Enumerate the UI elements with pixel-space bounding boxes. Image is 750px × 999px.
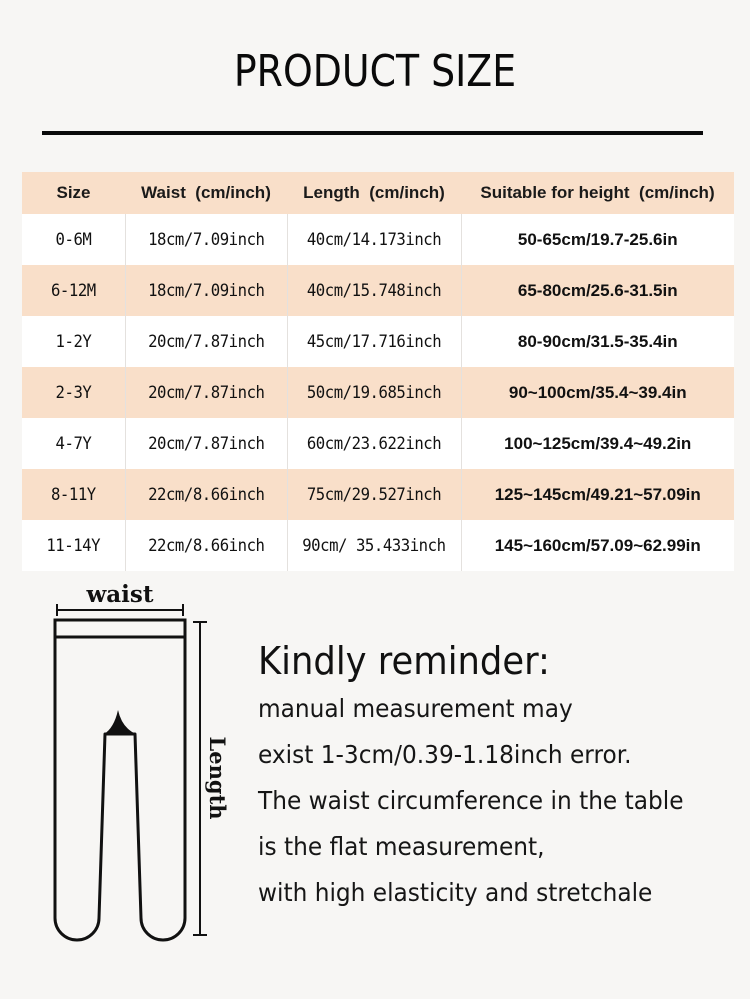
table-row [22, 316, 734, 367]
table-row [22, 214, 734, 265]
table-row [22, 469, 734, 520]
cell-height: 145~160cm/57.09~62.99in [461, 520, 734, 571]
cell-height: 125~145cm/49.21~57.09in [461, 469, 734, 520]
cell-length: 50cm/19.685inch [287, 367, 461, 418]
cell-height: 50-65cm/19.7-25.6in [461, 214, 734, 265]
page-title: PRODUCT SIZE [233, 46, 517, 97]
cell-waist: 22cm/8.66inch [125, 520, 287, 571]
cell-size: 4-7Y [22, 418, 125, 469]
cell-size: 6-12M [22, 265, 125, 316]
cell-height: 80-90cm/31.5-35.4in [461, 316, 734, 367]
header-height: Suitable for height (cm/inch) [461, 172, 734, 214]
cell-height: 90~100cm/35.4~39.4in [461, 367, 734, 418]
reminder-section [258, 636, 716, 916]
cell-length: 90cm/ 35.433inch [287, 520, 461, 571]
length-label: Length [205, 736, 230, 820]
table-header-row [22, 172, 734, 214]
title-divider [42, 131, 703, 135]
measurement-diagram [40, 580, 240, 955]
cell-waist: 20cm/7.87inch [125, 418, 287, 469]
cell-waist: 18cm/7.09inch [125, 265, 287, 316]
header-length: Length (cm/inch) [287, 172, 461, 214]
cell-length: 40cm/15.748inch [287, 265, 461, 316]
reminder-line: manual measurement may [258, 694, 573, 723]
cell-size: 11-14Y [22, 520, 125, 571]
cell-length: 75cm/29.527inch [287, 469, 461, 520]
table-row [22, 265, 734, 316]
reminder-heading: Kindly reminder: [258, 639, 550, 683]
cell-waist: 22cm/8.66inch [125, 469, 287, 520]
cell-waist: 20cm/7.87inch [125, 316, 287, 367]
cell-waist: 20cm/7.87inch [125, 367, 287, 418]
table-row [22, 520, 734, 571]
waist-label: waist [86, 581, 154, 608]
table-row [22, 418, 734, 469]
reminder-line: exist 1-3cm/0.39-1.18inch error. [258, 740, 632, 769]
reminder-line: The waist circumference in the table [258, 786, 684, 815]
reminder-line: with high elasticity and stretchale [258, 878, 653, 907]
cell-height: 65-80cm/25.6-31.5in [461, 265, 734, 316]
cell-length: 40cm/14.173inch [287, 214, 461, 265]
table-row [22, 367, 734, 418]
tights-outline-icon [40, 580, 240, 950]
header-waist: Waist (cm/inch) [125, 172, 287, 214]
reminder-line: is the flat measurement, [258, 832, 545, 861]
cell-size: 8-11Y [22, 469, 125, 520]
cell-length: 45cm/17.716inch [287, 316, 461, 367]
header-size: Size [22, 172, 125, 214]
cell-height: 100~125cm/39.4~49.2in [461, 418, 734, 469]
cell-size: 2-3Y [22, 367, 125, 418]
cell-size: 0-6M [22, 214, 125, 265]
cell-length: 60cm/23.622inch [287, 418, 461, 469]
cell-waist: 18cm/7.09inch [125, 214, 287, 265]
size-chart-table [22, 172, 734, 571]
cell-size: 1-2Y [22, 316, 125, 367]
